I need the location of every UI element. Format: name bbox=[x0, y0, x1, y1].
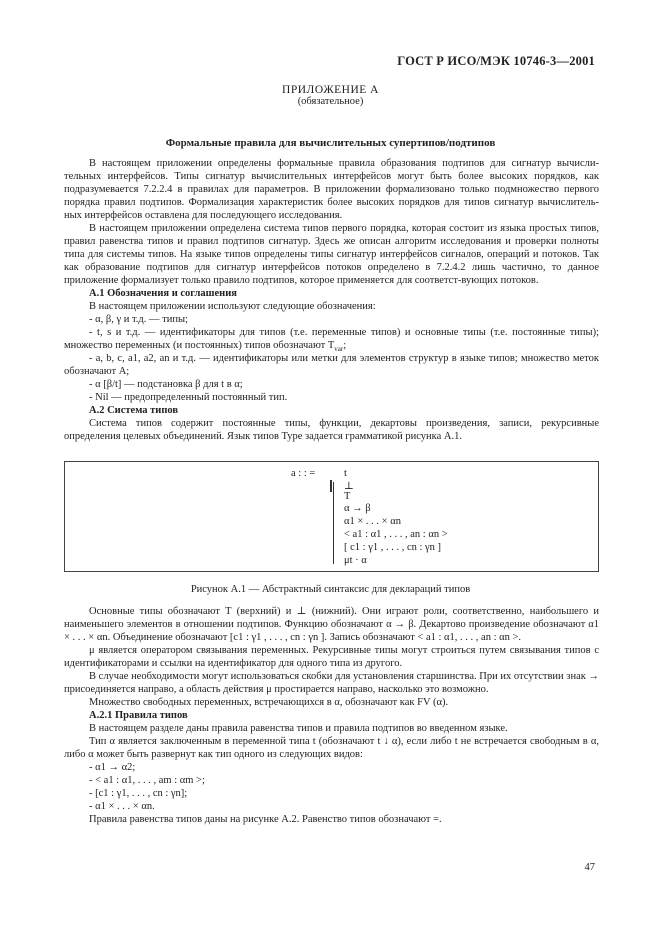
grammar-separator bbox=[333, 482, 334, 564]
after-figure-paragraph-1: Основные типы обозначают T (верхний) и ⊥ (нижний). Они играют роли, соответственно, наибольшего и наименьшего элементов в отношении подтипов. Функцию обозначают α → β. Декартово произведение обозначают α1 × . . . × αn. Объединение обозначают [c1 : γ1 , . . . , cn : γn ]. Запись обозначают < a1 : α1, . . . , an : αn >. bbox=[64, 606, 599, 643]
appendix-subtitle: (обязательное) bbox=[297, 96, 364, 107]
a21-item-3: - [c1 : γ1, . . . , cn : γn]; bbox=[89, 788, 188, 799]
a21-closing: Правила равенства типов даны на рисунке А.2. Равенство типов обозначают =. bbox=[89, 814, 442, 825]
a2-heading: А.2 Система типов bbox=[89, 405, 179, 416]
body-block bbox=[64, 605, 599, 826]
grammar-bar bbox=[330, 480, 332, 492]
a1-item-5: - Nil — предопределенный постоянный тип. bbox=[89, 392, 288, 403]
a21-item-1: - α1 → α2; bbox=[89, 762, 136, 773]
a1-item-3: - a, b, c, a1, a2, an и т.д. — идентификаторы или метки для элементов структур в языке типов; множество меток обозначают A; bbox=[64, 353, 599, 377]
intro-paragraph-1: В настоящем приложении определены формальные правила образования подтипов для сигнатур вычисли-тельных интерфейсов. Типы сигнатур вычислительных интерфейсов могут быть более высоких порядков, как подразумевается 7.2.2.4 в правилах для параметров. В приложении формализовано только подмножество первого порядка правил подтипов. Формализация характеристик более высоких порядков для типов сигнатур вычислитель-ных интерфейсов оставлена для последующего исследования. bbox=[64, 158, 599, 221]
a2-text: Система типов содержит постоянные типы, функции, декартовы произведения, записи, рекурсивные определения целевых объединений. Язык типов Type задается грамматикой рисунка А.1. bbox=[64, 418, 599, 442]
after-figure-paragraph-3: В случае необходимости могут использоваться скобки для установления старшинства. При их отсутствии знак → присоединяется направо, а область действия μ простирается направо, насколько это возможно. bbox=[64, 671, 599, 695]
intro-paragraph-2: В настоящем приложении определена система типов первого порядка, которая состоит из языка простых типов, правил равенства типов и правил подтипов сигнатур. Здесь же описан алгоритм исследования и проверки полноты типа для системы типов. На языке типов определены типы сигнатур интерфейсов сигналов, операций и потоков. Так как образование подтипов для сигнатур интерфейсов потоков определено в 7.2.4.2 лишь частично, то данное приложение формализует только правило подтипов, которое применяется для соответст-вующих потоков. bbox=[64, 223, 599, 286]
document-header: ГОСТ Р ИСО/МЭК 10746-3—2001 bbox=[397, 54, 595, 68]
grammar-rule-2: ⊥ bbox=[344, 481, 354, 492]
grammar-lhs: a : : = bbox=[291, 468, 316, 479]
section-title: Формальные правила для вычислительных супертипов/подтипов bbox=[165, 137, 496, 149]
page-number: 47 bbox=[584, 862, 595, 873]
a1-lead: В настоящем приложении используют следующие обозначения: bbox=[89, 301, 376, 312]
grammar-rule-1: t bbox=[344, 468, 347, 479]
a21-text-2: Тип α является заключенным в переменной типа t (обозначают t ↓ α), если либо t не встречается свободным в α, либо α может быть развернут как тип одного из следующих видов: bbox=[64, 736, 599, 760]
after-figure-paragraph-4: Множество свободных переменных, встречающихся в α, обозначают как FV (α). bbox=[89, 697, 449, 708]
figure-frame bbox=[64, 461, 599, 572]
a21-text-1: В настоящем разделе даны правила равенства типов и правила подтипов во введенном языке. bbox=[89, 723, 508, 734]
a1-item-2: - t, s и т.д. — идентификаторы для типов (т.е. переменные типов) и основные типы (т.е. постоянные типы); множество переменных (и постоянных) типов обозначают $T_{var}$; bbox=[64, 327, 599, 354]
grammar-rule-6: < a1 : α1 , . . . , an : αn > bbox=[344, 529, 448, 540]
grammar-rule-7: [ c1 : γ1 , . . . , cn : γn ] bbox=[344, 542, 442, 553]
a1-heading: А.1 Обозначения и соглашения bbox=[89, 288, 237, 299]
intro-block bbox=[64, 157, 599, 443]
grammar-rule-5: α1 × . . . × αn bbox=[344, 516, 401, 527]
appendix-title: ПРИЛОЖЕНИЕ А bbox=[282, 84, 379, 96]
figure-caption: Рисунок А.1 — Абстрактный синтаксис для деклараций типов bbox=[190, 584, 471, 595]
grammar-rule-3: T bbox=[344, 491, 351, 502]
a21-item-2: - < a1 : α1, . . . , am : αm >; bbox=[89, 775, 205, 786]
after-figure-paragraph-2: μ является оператором связывания переменных. Рекурсивные типы могут строиться путем связывания типов с идентификаторами и ссылки на идентификатор для одного типа из другого. bbox=[64, 645, 599, 669]
a21-item-4: - α1 × . . . × αn. bbox=[89, 801, 155, 812]
grammar-rule-4: α → β bbox=[344, 503, 371, 514]
a1-item-4: - α [β/t] — подстановка β для t в α; bbox=[89, 379, 243, 390]
a21-heading: А.2.1 Правила типов bbox=[89, 710, 188, 721]
grammar-rule-8: μt · α bbox=[344, 555, 367, 566]
a1-item-1: - α, β, γ и т.д. — типы; bbox=[89, 314, 188, 325]
